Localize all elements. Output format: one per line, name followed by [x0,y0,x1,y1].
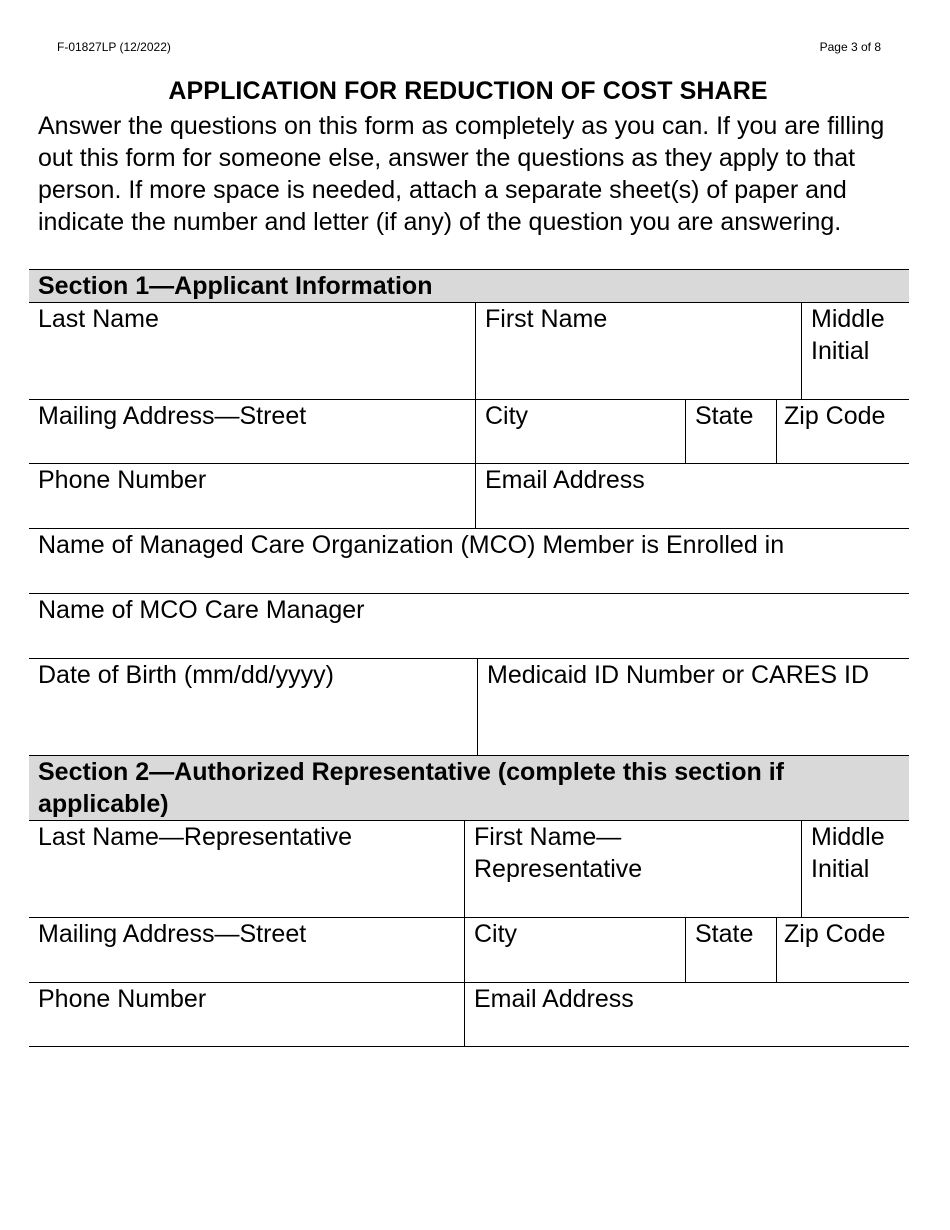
s1-middle-initial-field[interactable] [801,303,909,400]
s1-phone-field[interactable] [29,464,476,529]
s2-last-name-field[interactable] [29,821,465,918]
s2-address-row [29,917,909,983]
s2-state-field[interactable] [685,918,777,983]
s1-mco-manager-row [29,593,909,659]
s1-city-field[interactable] [475,400,686,464]
s1-contact-row [29,463,909,529]
s1-zip-label: Zip Code [784,402,886,430]
s1-middle-initial-label: Middle Initial [811,305,885,365]
s2-middle-initial-label: Middle Initial [811,823,885,883]
s2-email-field[interactable] [464,983,909,1046]
s1-dob-row [29,658,909,756]
s1-city-label: City [485,402,529,430]
s1-first-name-label: First Name [485,305,608,333]
s2-first-name-field[interactable] [464,821,802,918]
s1-dob-field[interactable] [29,659,478,756]
s2-email-label: Email Address [474,985,634,1013]
section1-header [29,269,909,303]
s1-zip-field[interactable] [776,400,909,464]
s1-mco-manager-label: Name of MCO Care Manager [38,596,365,624]
s1-name-row [29,302,909,400]
s2-last-name-label: Last Name—Representative [38,823,353,851]
section1-title: Section 1—Applicant Information [38,272,433,300]
s1-email-label: Email Address [485,466,645,494]
page-number: Page 3 of 8 [819,40,881,54]
s2-street-label: Mailing Address—Street [38,920,307,948]
s1-mco-name-field[interactable] [29,529,909,594]
s2-city-field[interactable] [464,918,686,983]
s2-phone-field[interactable] [29,983,465,1046]
form-id: F-01827LP (12/2022) [57,40,171,54]
s1-last-name-field[interactable] [29,303,476,400]
s1-mco-row [29,528,909,594]
s2-state-label: State [695,920,754,948]
s1-medicaid-id-field[interactable] [477,659,909,756]
intro-text: Answer the questions on this form as completely as you can. If you are filling out this form for someone else, answer the questions as they apply to that person. If more space is needed, attach a separate sheet(s) of paper and indicate the number and letter (if any) of the question you are answering. [38,112,885,236]
s1-dob-label: Date of Birth (mm/dd/yyyy) [38,661,334,689]
s2-street-field[interactable] [29,918,465,983]
s2-contact-row [29,982,909,1047]
s2-first-name-label: First Name—Representative [474,823,643,883]
s1-address-row [29,399,909,464]
s1-mco-name-label: Name of Managed Care Organization (MCO) Member is Enrolled in [38,531,785,559]
page-title: APPLICATION FOR REDUCTION OF COST SHARE [168,77,768,105]
s1-state-label: State [695,402,754,430]
s1-last-name-label: Last Name [38,305,159,333]
s2-phone-label: Phone Number [38,985,207,1013]
s1-email-field[interactable] [475,464,909,529]
section2-header [29,755,909,821]
s2-zip-field[interactable] [776,918,909,983]
section2-title: Section 2—Authorized Representative (complete this section if applicable) [38,758,784,818]
s1-street-field[interactable] [29,400,476,464]
s1-street-label: Mailing Address—Street [38,402,307,430]
s1-mco-manager-field[interactable] [29,594,909,659]
s1-phone-label: Phone Number [38,466,207,494]
s2-zip-label: Zip Code [784,920,886,948]
s1-medicaid-id-label: Medicaid ID Number or CARES ID [487,661,870,689]
s2-middle-initial-field[interactable] [801,821,909,918]
s2-name-row [29,820,909,918]
s1-state-field[interactable] [685,400,777,464]
s1-first-name-field[interactable] [475,303,802,400]
s2-city-label: City [474,920,518,948]
